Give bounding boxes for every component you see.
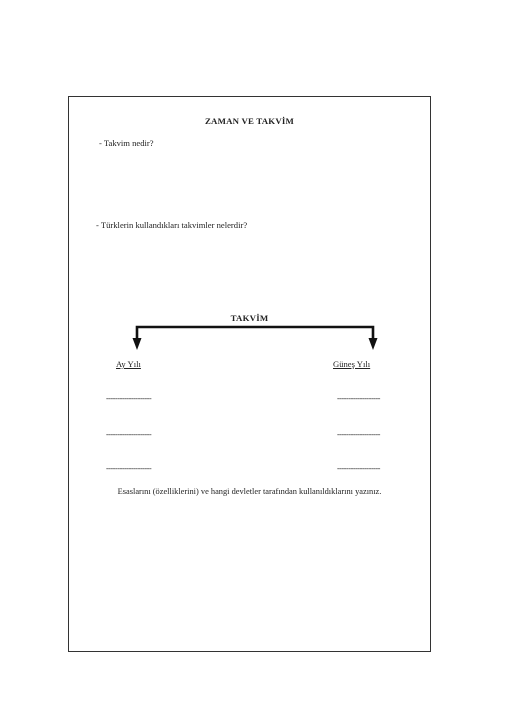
branch-connector-line <box>137 327 373 338</box>
answer-blank-right-2: ------------------- <box>337 430 381 439</box>
left-arrowhead <box>133 338 142 350</box>
answer-blank-left-1: -------------------- <box>106 394 152 403</box>
answer-blank-right-1: ------------------- <box>337 394 381 403</box>
question-turkish-calendars: - Türklerin kullandıkları takvimler nelerdir? <box>96 220 248 230</box>
question-what-is-calendar: - Takvim nedir? <box>99 138 154 148</box>
answer-blank-left-2: -------------------- <box>106 430 152 439</box>
branch-label-ay-yili: Ay Yılı <box>116 359 141 369</box>
right-arrowhead <box>369 338 378 350</box>
branch-label-gunes-yili: Güneş Yılı <box>333 359 371 369</box>
takvim-branch-diagram <box>69 97 432 653</box>
answer-blank-left-3: -------------------- <box>106 464 152 473</box>
instruction-text: Esaslarını (özelliklerini) ve hangi devletler tarafından kullanıldıklarını yazınız. <box>117 487 382 496</box>
answer-blank-right-3: ------------------- <box>337 464 381 473</box>
diagram-root-label: TAKVİM <box>230 313 269 323</box>
worksheet-title: ZAMAN VE TAKVİM <box>204 116 295 126</box>
worksheet-frame <box>68 96 431 652</box>
